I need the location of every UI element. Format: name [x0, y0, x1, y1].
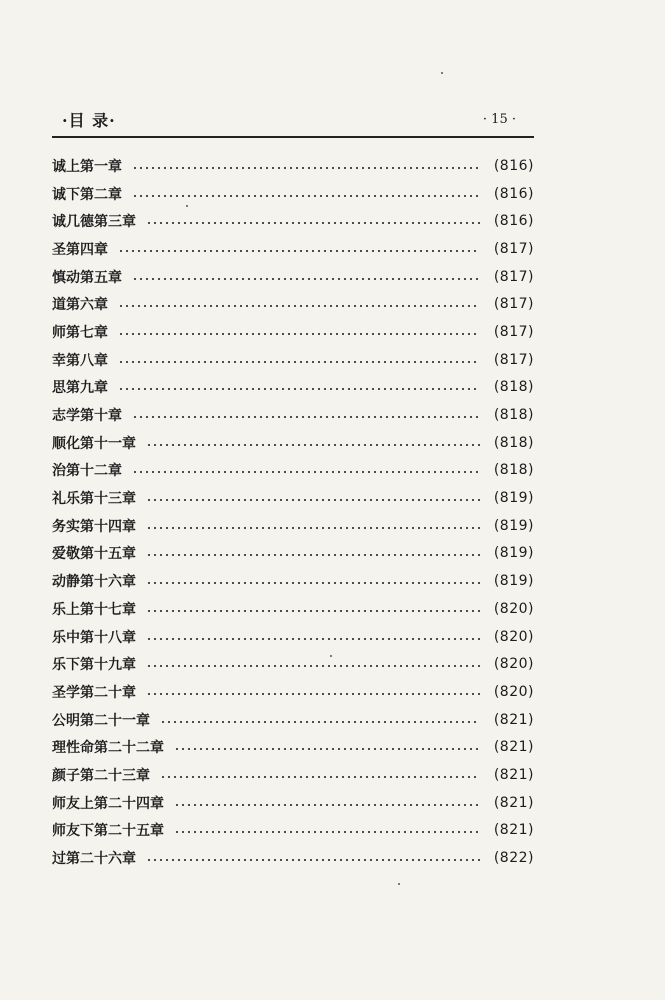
toc-entry-page: (818)	[493, 379, 534, 396]
toc-entry-page: (819)	[493, 573, 534, 590]
toc-entry-page: (820)	[493, 683, 534, 700]
toc-entry-title: 师友下第二十五章	[52, 820, 168, 840]
toc-entry-title: 师第七章	[52, 322, 112, 342]
toc-entry-title: 顺化第十一章	[52, 433, 140, 453]
toc-leader-dots	[146, 554, 480, 556]
toc-entry-page: (817)	[493, 323, 534, 340]
toc-leader-dots	[174, 804, 480, 806]
toc-entry	[52, 152, 534, 180]
toc-leader-dots	[146, 582, 480, 584]
toc-leader-dots	[160, 721, 480, 723]
page-number: · 15 ·	[482, 112, 516, 127]
toc-entry	[52, 733, 534, 761]
toc-entry-page: (821)	[493, 766, 534, 783]
toc-entry-page: (816)	[493, 157, 534, 174]
toc-entry	[52, 429, 534, 457]
toc-entry	[52, 706, 534, 734]
toc-entry-title: 慎动第五章	[52, 267, 126, 287]
toc-entry-page: (817)	[493, 296, 534, 313]
toc-entry-page: (821)	[493, 822, 534, 839]
toc-entry-page: (819)	[493, 517, 534, 534]
toc-entry	[52, 650, 534, 678]
toc-entry	[52, 346, 534, 374]
toc-entry-page: (821)	[493, 711, 534, 728]
toc-entry	[52, 401, 534, 429]
toc-entry-page: (818)	[493, 462, 534, 479]
toc-entry	[52, 595, 534, 623]
toc-leader-dots	[146, 693, 480, 695]
toc-entry-title: 乐下第十九章	[52, 654, 140, 674]
toc-leader-dots	[146, 638, 480, 640]
toc-entry-title: 爱敬第十五章	[52, 543, 140, 563]
toc-entry-title: 师友上第二十四章	[52, 793, 168, 813]
toc-leader-dots	[174, 748, 480, 750]
toc-leader-dots	[132, 471, 480, 473]
scan-speck	[186, 205, 188, 207]
toc-entry	[52, 678, 534, 706]
toc-entry-title: 圣学第二十章	[52, 682, 140, 702]
toc-entry	[52, 540, 534, 568]
toc-entry	[52, 263, 534, 291]
toc-leader-dots	[146, 610, 480, 612]
toc-entry-title: 诚上第一章	[52, 156, 126, 176]
toc-entry	[52, 318, 534, 346]
toc-entry	[52, 512, 534, 540]
toc-entry	[52, 817, 534, 845]
toc-entry	[52, 761, 534, 789]
toc-leader-dots	[132, 167, 480, 169]
toc-leader-dots	[174, 831, 480, 833]
toc-entry	[52, 235, 534, 263]
toc-entry-page: (822)	[493, 850, 534, 867]
toc-entry-title: 礼乐第十三章	[52, 488, 140, 508]
toc-entry	[52, 180, 534, 208]
toc-entry-page: (818)	[493, 407, 534, 424]
toc-entry	[52, 844, 534, 872]
toc-entry-page: (820)	[493, 628, 534, 645]
toc-entry-page: (816)	[493, 213, 534, 230]
toc-leader-dots	[118, 333, 480, 335]
toc-entry-title: 思第九章	[52, 377, 112, 397]
toc-leader-dots	[132, 278, 480, 280]
page-header	[52, 106, 534, 140]
toc-leader-dots	[146, 222, 480, 224]
toc-entry	[52, 623, 534, 651]
scan-speck	[441, 72, 443, 74]
toc-leader-dots	[146, 499, 480, 501]
toc-entry	[52, 290, 534, 318]
toc-entry-page: (818)	[493, 434, 534, 451]
toc-entry-title: 过第二十六章	[52, 848, 140, 868]
toc-entry-title: 乐上第十七章	[52, 599, 140, 619]
toc-entry-title: 治第十二章	[52, 460, 126, 480]
toc-entry-page: (816)	[493, 185, 534, 202]
toc-entry	[52, 374, 534, 402]
toc-leader-dots	[118, 250, 480, 252]
toc-entry	[52, 207, 534, 235]
toc-entry-title: 道第六章	[52, 294, 112, 314]
toc-entry-title: 幸第八章	[52, 350, 112, 370]
toc-leader-dots	[146, 859, 480, 861]
toc-entry	[52, 484, 534, 512]
toc-entry-page: (820)	[493, 656, 534, 673]
toc-entry-title: 务实第十四章	[52, 516, 140, 536]
toc-entry-page: (817)	[493, 351, 534, 368]
table-of-contents	[52, 152, 534, 872]
toc-entry	[52, 789, 534, 817]
toc-leader-dots	[146, 527, 480, 529]
toc-entry-page: (821)	[493, 794, 534, 811]
toc-leader-dots	[132, 416, 480, 418]
toc-entry-title: 诚几德第三章	[52, 211, 140, 231]
toc-entry-title: 圣第四章	[52, 239, 112, 259]
toc-entry-page: (817)	[493, 268, 534, 285]
toc-leader-dots	[118, 361, 480, 363]
toc-entry-page: (817)	[493, 240, 534, 257]
toc-entry-page: (819)	[493, 545, 534, 562]
toc-entry-title: 诚下第二章	[52, 184, 126, 204]
toc-leader-dots	[118, 305, 480, 307]
header-rule	[52, 136, 534, 138]
toc-entry-title: 志学第十章	[52, 405, 126, 425]
toc-entry-title: 颜子第二十三章	[52, 765, 154, 785]
toc-leader-dots	[146, 665, 480, 667]
toc-leader-dots	[146, 444, 480, 446]
toc-entry-title: 动静第十六章	[52, 571, 140, 591]
toc-leader-dots	[132, 195, 480, 197]
scan-speck	[398, 883, 400, 885]
toc-entry-title: 理性命第二十二章	[52, 737, 168, 757]
section-title: ·目 录·	[62, 111, 116, 130]
toc-leader-dots	[160, 776, 480, 778]
toc-entry-page: (820)	[493, 600, 534, 617]
toc-entry-title: 公明第二十一章	[52, 710, 154, 730]
toc-entry	[52, 457, 534, 485]
toc-entry	[52, 567, 534, 595]
toc-entry-page: (819)	[493, 490, 534, 507]
toc-entry-page: (821)	[493, 739, 534, 756]
toc-entry-title: 乐中第十八章	[52, 627, 140, 647]
scan-speck	[330, 655, 332, 657]
toc-leader-dots	[118, 388, 480, 390]
